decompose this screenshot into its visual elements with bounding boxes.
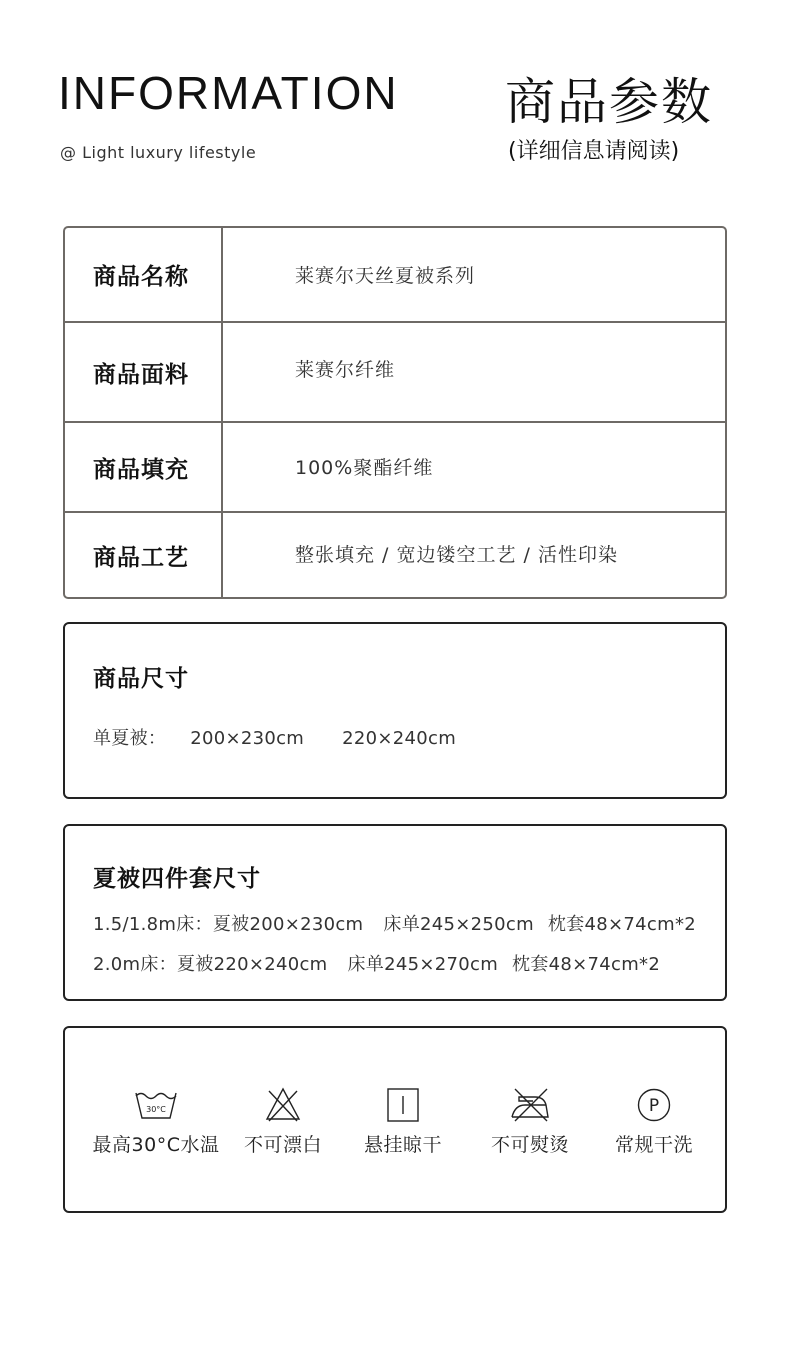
set-box-title: 夏被四件套尺寸 (93, 866, 261, 892)
spec-label: 商品面料 (65, 323, 223, 421)
size-label: 单夏被： (93, 728, 167, 749)
page-subtitle-en: @ Light luxury lifestyle (60, 143, 257, 162)
care-label: 悬挂晾干 (363, 1134, 442, 1156)
care-item (338, 1086, 468, 1157)
sheet-size: 床单245×250cm (383, 914, 534, 935)
spec-value: 整张填充 / 宽边镂空工艺 / 活性印染 (295, 543, 618, 566)
spec-value: 100%聚酯纤维 (295, 456, 434, 479)
care-box (63, 1026, 727, 1213)
quilt-size: 夏被220×240cm (176, 954, 328, 975)
care-label: 常规干洗 (614, 1134, 693, 1156)
bed-size: 2.0m床： (93, 954, 177, 975)
spec-row-craft (65, 513, 725, 597)
page-title-en: INFORMATION (58, 67, 399, 119)
hang-dry-icon (338, 1086, 468, 1124)
spec-label: 商品工艺 (65, 513, 223, 597)
care-label: 不可熨烫 (490, 1134, 569, 1156)
set-size-box (63, 824, 727, 1001)
spec-label: 商品名称 (65, 228, 223, 321)
spec-value: 莱赛尔天丝夏被系列 (295, 265, 476, 287)
pillow-size: 枕套48×74cm*2 (547, 914, 696, 935)
no-bleach-icon (218, 1086, 348, 1124)
professional-clean-p-icon (589, 1086, 719, 1124)
page-subtitle-cn: (详细信息请阅读) (508, 139, 680, 164)
spec-row-filling (65, 423, 725, 513)
wash-temp-text: 30°C (146, 1105, 166, 1114)
wash-30-icon (91, 1086, 221, 1124)
size-line (93, 724, 456, 750)
size-value-2: 220×240cm (342, 728, 457, 749)
care-label: 最高30°C水温 (92, 1134, 220, 1156)
spec-label: 商品填充 (65, 423, 223, 511)
care-item (91, 1086, 221, 1157)
spec-value: 莱赛尔纤维 (295, 358, 396, 381)
size-box (63, 622, 727, 799)
p-letter: P (648, 1096, 660, 1116)
spec-row-name (65, 228, 725, 323)
care-item (218, 1086, 348, 1157)
care-label: 不可漂白 (243, 1134, 322, 1156)
page-title-cn: 商品参数 (505, 73, 713, 131)
size-value-1: 200×230cm (190, 728, 305, 749)
bed-size: 1.5/1.8m床： (93, 914, 213, 935)
quilt-size: 夏被200×230cm (212, 914, 364, 935)
spec-table (63, 226, 727, 599)
spec-row-fabric (65, 323, 725, 423)
sheet-size: 床单245×270cm (347, 954, 499, 975)
care-item (589, 1086, 719, 1157)
pillow-size: 枕套48×74cm*2 (512, 954, 661, 975)
care-item (465, 1086, 595, 1157)
no-iron-icon (465, 1086, 595, 1124)
set-size-row (93, 910, 696, 936)
set-size-row (93, 950, 660, 976)
size-box-title: 商品尺寸 (93, 666, 189, 692)
